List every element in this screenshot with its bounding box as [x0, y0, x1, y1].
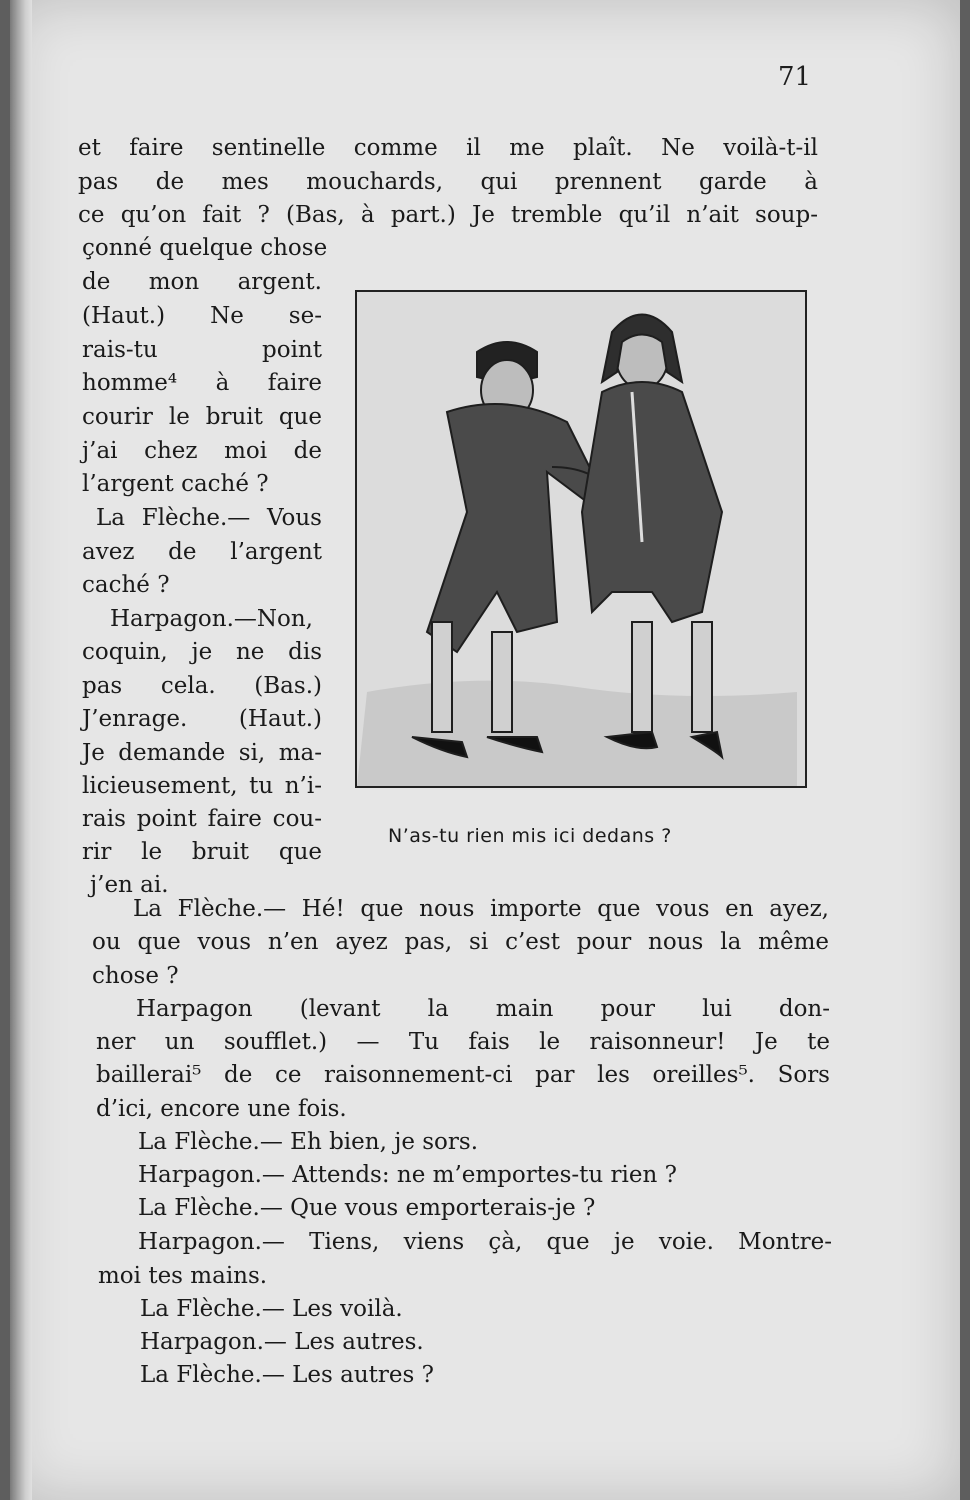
text-line: caché ?	[82, 572, 170, 598]
text-line: homme⁴ à faire	[82, 370, 322, 396]
text-line: (Haut.) Ne se-	[82, 303, 322, 329]
text-line: pas cela. (Bas.)	[82, 673, 322, 699]
dialogue-line-la-fleche: La Flèche.— Eh bien, je sors.	[138, 1129, 479, 1155]
illustration-caption: N’as-tu rien mis ici dedans ?	[388, 825, 672, 847]
text-line: Je demande si, ma-	[82, 740, 322, 766]
dialogue-line-la-fleche: La Flèche.— Hé! que nous importe que vous en ayez,	[133, 896, 829, 922]
text-line: rais-tu point	[82, 337, 322, 363]
engraving-figures-image	[357, 292, 805, 786]
text-line: ou que vous n’en ayez pas, si c’est pour nous la même	[92, 929, 829, 955]
dialogue-line-la-fleche: La Flèche.— Vous	[96, 505, 322, 531]
text-line: licieusement, tu n’i-	[82, 773, 322, 799]
text-line: rir le bruit que	[82, 839, 322, 865]
text-line: chose ?	[92, 963, 179, 989]
dialogue-line-la-fleche: La Flèche.— Les voilà.	[140, 1296, 403, 1322]
illustration-harpagon-la-fleche	[355, 290, 807, 788]
text-line: avez de l’argent	[82, 539, 322, 565]
text-line: ner un soufflet.) — Tu fais le raisonneur! Je te	[96, 1029, 830, 1055]
book-page	[10, 0, 960, 1500]
text-line: j’en ai.	[90, 872, 169, 898]
dialogue-line-harpagon: Harpagon (levant la main pour lui don-	[136, 996, 830, 1022]
dialogue-line-harpagon: Harpagon.—Non,	[110, 606, 313, 632]
text-line: pas de mes mouchards, qui prennent garde à	[78, 169, 818, 195]
dialogue-line-la-fleche: La Flèche.— Que vous emporterais-je ?	[138, 1195, 596, 1221]
page-number: 71	[778, 62, 812, 92]
text-line: coquin, je ne dis	[82, 639, 322, 665]
text-line: rais point faire cou-	[82, 806, 322, 832]
text-line: l’argent caché ?	[82, 471, 269, 497]
text-line: et faire sentinelle comme il me plaît. Ne voilà-t-il	[78, 135, 818, 161]
text-line: ce qu’on fait ? (Bas, à part.) Je tremble qu’il n’ait soup-	[78, 202, 818, 228]
text-line: J’enrage. (Haut.)	[82, 706, 322, 732]
text-line: j’ai chez moi de	[82, 438, 322, 464]
text-line: courir le bruit que	[82, 404, 322, 430]
text-line: d’ici, encore une fois.	[96, 1096, 347, 1122]
text-line: çonné quelque chose	[82, 235, 328, 261]
text-line: moi tes mains.	[98, 1263, 268, 1289]
dialogue-line-la-fleche: La Flèche.— Les autres ?	[140, 1362, 434, 1388]
dialogue-line-harpagon: Harpagon.— Tiens, viens çà, que je voie. Montre-	[138, 1229, 832, 1255]
dialogue-line-harpagon: Harpagon.— Attends: ne m’emportes-tu rien ?	[138, 1162, 677, 1188]
text-line: baillerai⁵ de ce raisonnement-ci par les oreilles⁵. Sors	[96, 1062, 830, 1088]
dialogue-line-harpagon: Harpagon.— Les autres.	[140, 1329, 424, 1355]
text-line: de mon argent.	[82, 269, 322, 295]
page-binding-edge	[10, 0, 32, 1500]
